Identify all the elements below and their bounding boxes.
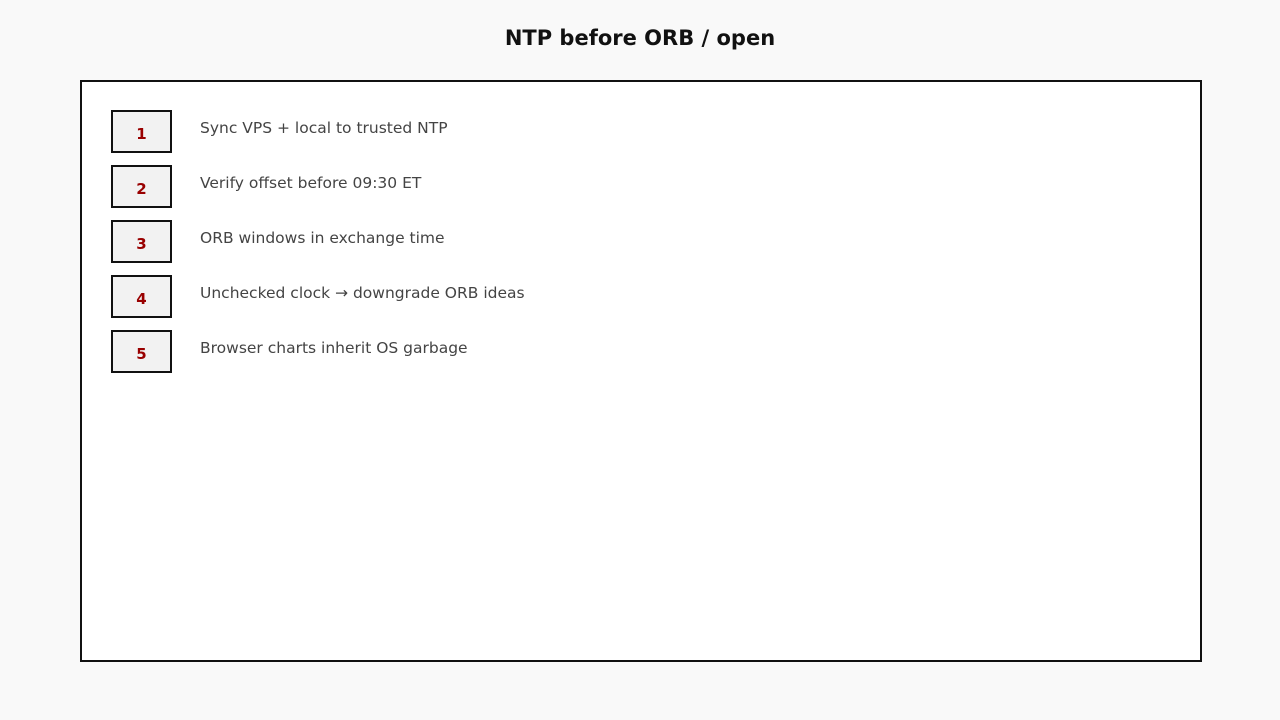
step-number-box: 1 — [111, 110, 172, 153]
step-number-box: 2 — [111, 165, 172, 208]
step-number-box: 4 — [111, 275, 172, 318]
step-item — [111, 330, 1111, 372]
step-number-box: 3 — [111, 220, 172, 263]
step-text: Browser charts inherit OS garbage — [200, 339, 468, 357]
steps-panel — [80, 80, 1202, 662]
step-item — [111, 165, 1111, 207]
step-item — [111, 220, 1111, 262]
step-number-box: 5 — [111, 330, 172, 373]
step-text: Sync VPS + local to trusted NTP — [200, 119, 448, 137]
page-title: NTP before ORB / open — [504, 26, 776, 50]
step-item — [111, 275, 1111, 317]
step-text: Unchecked clock → downgrade ORB ideas — [200, 284, 525, 302]
step-item — [111, 110, 1111, 152]
step-text: ORB windows in exchange time — [200, 229, 445, 247]
step-text: Verify offset before 09:30 ET — [200, 174, 422, 192]
